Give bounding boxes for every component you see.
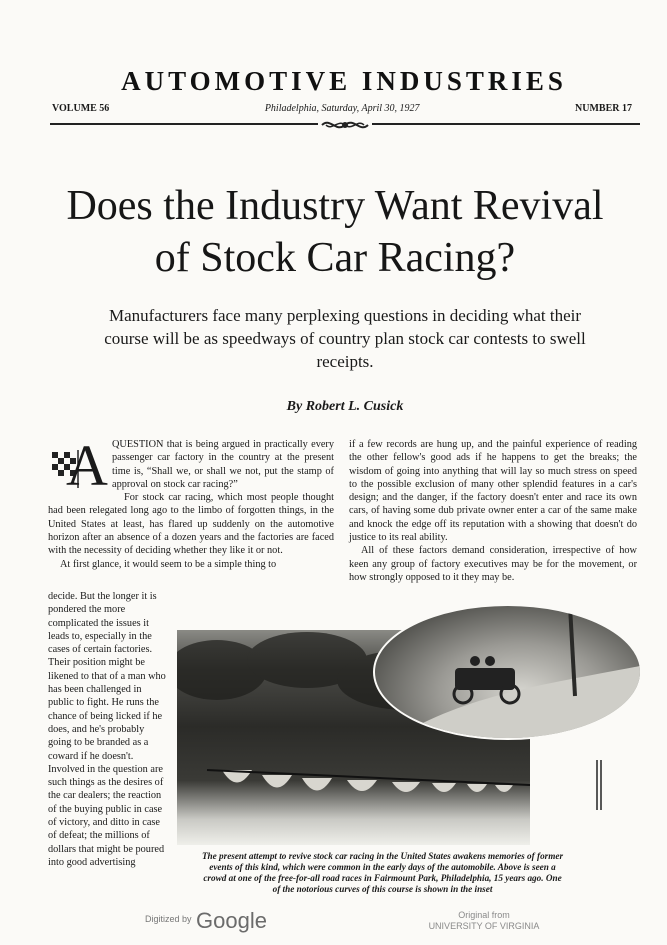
- digitized-by-label: Digitized by: [145, 914, 192, 924]
- publication-title: AUTOMOTIVE INDUSTRIES: [121, 66, 567, 96]
- decorative-bars: [596, 760, 602, 810]
- article-column-2: [349, 438, 637, 584]
- volume-label: VOLUME 56: [52, 103, 110, 114]
- paragraph: decide. But the longer it is pondered the more complicated the issues it leads to, especially in the cases of certain factories. Their position might be likened to that of a man who has been challenged in public to fight. He runs the chance of being licked if he does, and he's probably going to be branded as a coward if he doesn't. Involved in the question are such things as the desires of the car dealers; the reaction of the buying public in case of victory, and ditto in case of defeat; the millions of dollars that might be poured into good advertising: [48, 591, 166, 868]
- paragraph: All of these factors demand consideration, irrespective of how keen any group of factory executives may be for the movement, or how strongly opposed to it they may be.: [349, 545, 637, 583]
- article-column-1-continued: [48, 590, 168, 869]
- headline-line-1: Does the Industry Want Revival: [66, 183, 604, 229]
- institution-label: UNIVERSITY OF VIRGINIA: [428, 921, 540, 931]
- issue-number: NUMBER 17: [575, 103, 632, 114]
- paragraph: For stock car racing, which most people thought had been relegated long ago to the limbo of forgotten things, in the United States at least, has flared up suddenly on the automotive horizon after an absence of a dozen years and the factories are faced with the necessity of deciding whether they like it or not.: [48, 492, 334, 557]
- race-car-illustration: [375, 606, 640, 738]
- masthead: [48, 66, 640, 96]
- google-logo: Google: [196, 908, 267, 933]
- paragraph: At first glance, it would seem to be a simple thing to: [60, 558, 277, 570]
- paragraph: QUESTION that is being argued in practically every passenger car factory in the country at the present time is, “Shall we, or shall we not, put the stamp of approval on stock car racing?”: [112, 439, 334, 490]
- paragraph: if a few records are hung up, and the painful experience of reading the other fellow's good ads if he happens to get the breaks; the wisdom of going into anything that will lay so much stress on speed to the possible exclusion of many other splendid features in a car's design; and the danger, if the factory doesn't enter and race its own cars, of having some dub private owner enter a car of the same make and knock the edge off its reputation with a showing that doesn't do justice to its real ability.: [349, 439, 637, 544]
- photo-caption: The present attempt to revive stock car racing in the United States awakens memories of former events of this kind, which were common in the early days of the automobile. Above is seen a crowd at one of the free-for-all road races in Fairmount Park, Philadelphia, 15 years ago. One of the notorious curves of this course is shown in the inset: [201, 851, 564, 894]
- dropcap-letter: A: [66, 433, 108, 498]
- headline: [30, 180, 640, 284]
- dropcap: [48, 433, 108, 500]
- byline: By Robert L. Cusick: [286, 399, 404, 414]
- article-column-1: [48, 433, 334, 571]
- issue-date: Philadelphia, Saturday, April 30, 1927: [264, 103, 420, 114]
- ornament-icon: [318, 117, 372, 133]
- original-from-label: Original from: [458, 910, 510, 920]
- original-source: [424, 910, 544, 932]
- inset-photo: [373, 604, 642, 740]
- headline-line-2: of Stock Car Racing?: [154, 235, 516, 281]
- masthead-info-row: [52, 103, 632, 114]
- deck-subtitle: Manufacturers face many perplexing questions in deciding what their course will be as speedways of country plan stock car contests to swell receipts.: [104, 306, 586, 371]
